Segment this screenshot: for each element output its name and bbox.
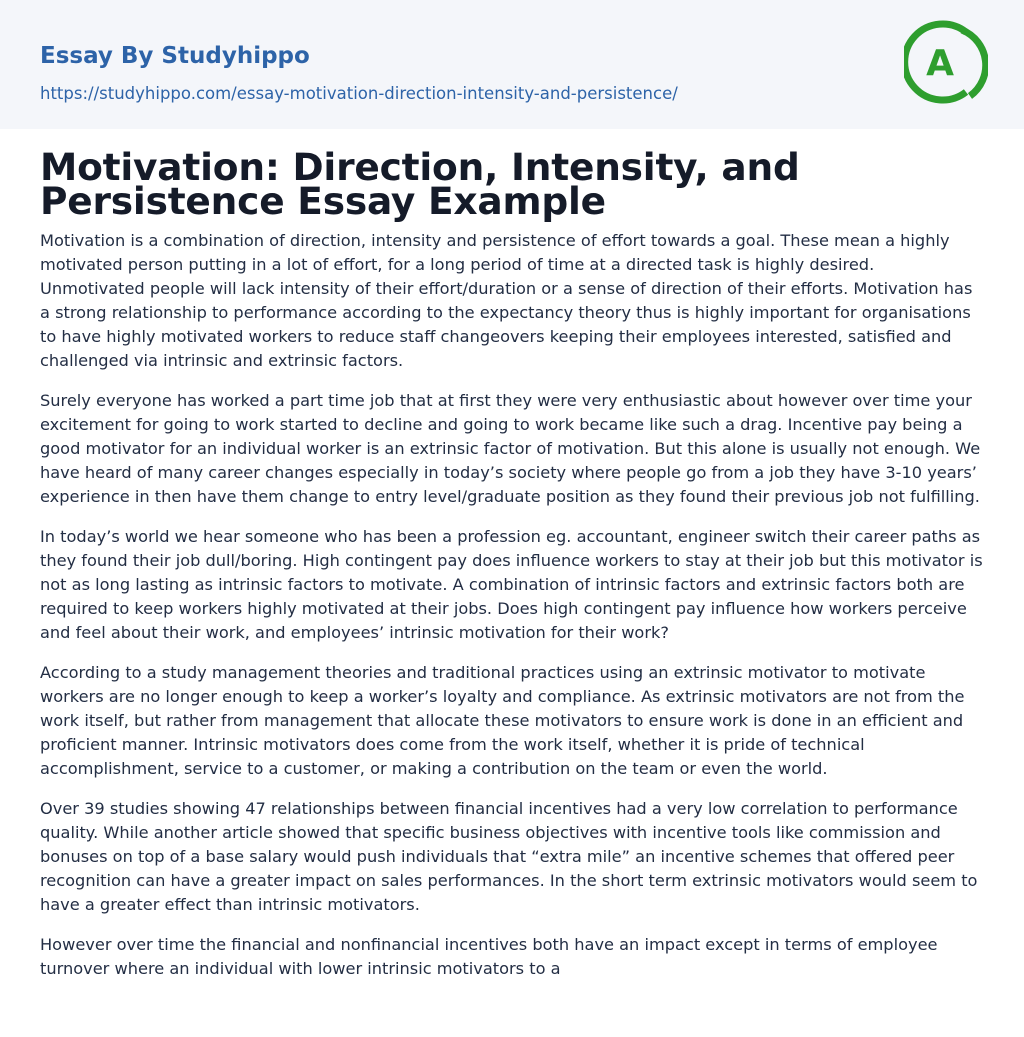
essay-paragraph: According to a study management theories and traditional practices using an extrinsic motivator to motivate workers are no longer enough to keep a worker’s loyalty and compliance. As extrinsic motivators are not from the work itself, but rather from management that allocate these motivators to ensure work is done in an efficient and proficient manner. Intrinsic motivators does come from the work itself, whether it is pride of technical accomplishment, service to a customer, or making a contribution on the team or even the world. bbox=[40, 663, 965, 778]
logo-letter: A bbox=[926, 43, 954, 84]
page-title: Motivation: Direction, Intensity, and Persistence Essay Example bbox=[40, 145, 800, 223]
essay-paragraph: Surely everyone has worked a part time job that at first they were very enthusiastic about however over time your excitement for going to work started to decline and going to work became like such a drag. Incentive pay being a good motivator for an individual worker is an extrinsic factor of motivation. But this alone is usually not enough. We have heard of many career changes especially in today’s society where people go from a job they have 3-10 years’ experience in then have them change to entry level/graduate position as they found their previous job not fulfilling. bbox=[40, 391, 981, 506]
site-title[interactable]: Essay By Studyhippo bbox=[40, 43, 310, 69]
essay-paragraph: Over 39 studies showing 47 relationships between financial incentives had a very low correlation to performance quality. While another article showed that specific business objectives with incentive tools like commission and bonuses on top of a base salary would push individuals that “extra mile” an incentive schemes that offered peer recognition can have a greater impact on sales performances. In the short term extrinsic motivators would seem to have a greater effect than intrinsic motivators. bbox=[40, 799, 978, 914]
essay-paragraph: In today’s world we hear someone who has been a profession eg. accountant, engineer switch their career paths as they found their job dull/boring. High contingent pay does influence workers to stay at their job but this motivator is not as long lasting as intrinsic factors to motivate. A combination of intrinsic factors and extrinsic factors both are required to keep workers highly motivated at their jobs. Does high contingent pay influence how workers perceive and feel about their work, and employees’ intrinsic motivation for their work? bbox=[40, 527, 983, 642]
essay-url-link[interactable]: https://studyhippo.com/essay-motivation-direction-intensity-and-persistence/ bbox=[40, 84, 678, 103]
essay-body bbox=[40, 229, 984, 997]
essay-paragraph: However over time the financial and nonfinancial incentives both have an impact except in terms of employee turnover where an individual with lower intrinsic motivators to a bbox=[40, 935, 938, 978]
essay-paragraph: Motivation is a combination of direction, intensity and persistence of effort towards a goal. These mean a highly motivated person putting in a lot of effort, for a long period of time at a directed task is highly desired. Unmotivated people will lack intensity of their effort/duration or a sense of direction of their efforts. Motivation has a strong relationship to performance according to the expectancy theory thus is highly important for organisations to have highly motivated workers to reduce staff changeovers keeping their employees interested, satisfied and challenged via intrinsic and extrinsic factors. bbox=[40, 231, 973, 370]
